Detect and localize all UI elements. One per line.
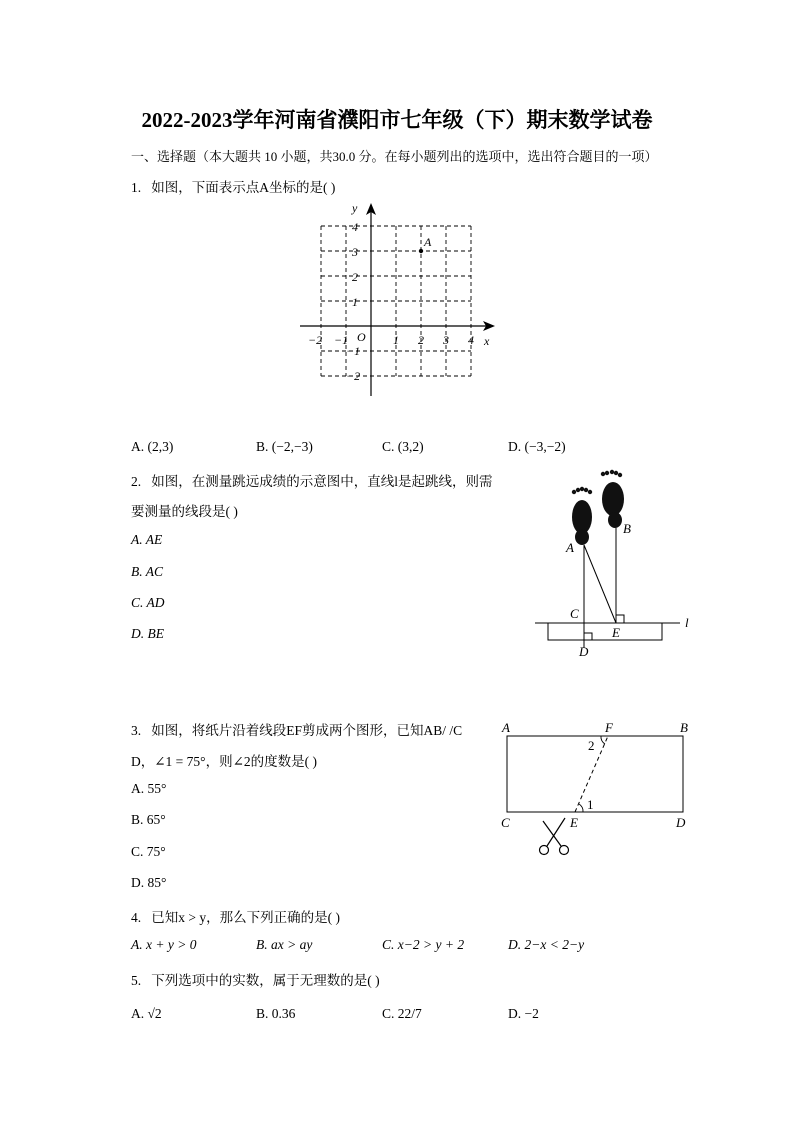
coordinate-grid-figure	[290, 196, 505, 401]
q3-option-b[interactable]: B. 65°	[131, 812, 166, 827]
question-text: 如图，下面表示点A坐标的是( )	[151, 180, 336, 195]
angle-2-arc	[601, 736, 605, 744]
label-a: A	[566, 540, 574, 555]
y-tick: 4	[352, 220, 358, 234]
question-3-line2: D，∠1 = 75°，则∠2的度数是( )	[131, 754, 318, 769]
label-e: E	[570, 815, 578, 830]
q1-option-d[interactable]: D. (−3,−2)	[508, 439, 566, 454]
x-tick: −1	[334, 333, 349, 347]
label-c: C	[501, 815, 510, 830]
label-d: D	[676, 815, 686, 830]
q2-option-b[interactable]: B. AC	[131, 564, 164, 579]
y-tick-labels	[346, 220, 360, 383]
q3-option-c[interactable]: C. 75°	[131, 844, 166, 859]
point-a	[419, 249, 423, 253]
label-c: C	[570, 606, 579, 621]
q5-option-c[interactable]: C. 22/7	[382, 1006, 422, 1021]
grid-lines	[321, 226, 471, 376]
question-number: 1.	[131, 180, 142, 195]
q4-option-c[interactable]: C. x−2 > y + 2	[382, 937, 465, 952]
label-d: D	[579, 644, 589, 659]
point-a-label: A	[424, 235, 432, 249]
scissors-icon	[540, 818, 569, 855]
origin-label: O	[357, 330, 366, 344]
q2-option-a[interactable]: A. AE	[131, 532, 163, 547]
y-tick: 2	[352, 270, 358, 284]
q3-option-a[interactable]: A. 55°	[131, 781, 167, 796]
q1-option-a[interactable]: A. (2,3)	[131, 439, 174, 454]
paper-rectangle	[507, 736, 683, 812]
question-text: 已知x > y，那么下列正确的是( )	[151, 910, 340, 925]
q5-option-d[interactable]: D. −2	[508, 1006, 539, 1021]
question-2-line2: 要测量的线段是( )	[131, 504, 238, 519]
q4-option-b[interactable]: B. ax > ay	[256, 937, 313, 952]
question-number: 4.	[131, 910, 142, 925]
x-tick: −2	[308, 333, 323, 347]
q4-option-d[interactable]: D. 2−x < 2−y	[508, 937, 585, 952]
y-tick: −2	[346, 369, 361, 383]
label-e: E	[612, 625, 620, 640]
y-tick: −1	[346, 344, 361, 358]
y-tick: 1	[352, 295, 358, 309]
page-title: 2022-2023学年河南省濮阳市七年级（下）期末数学试卷	[141, 108, 653, 132]
q2-option-d[interactable]: D. BE	[131, 626, 164, 641]
q1-option-b[interactable]: B. (−2,−3)	[256, 439, 313, 454]
long-jump-figure	[530, 465, 700, 665]
label-a: A	[502, 720, 510, 735]
question-text-line1: 如图，在测量跳远成绩的示意图中，直线l是起跳线，则需	[151, 474, 493, 489]
question-1	[131, 176, 335, 196]
y-tick: 3	[352, 245, 358, 259]
label-b: B	[623, 521, 631, 536]
x-tick: 3	[443, 333, 449, 347]
q4-option-a[interactable]: A. x + y > 0	[131, 937, 197, 952]
label-angle-1: 1	[587, 797, 594, 812]
y-axis-label: y	[352, 201, 358, 215]
label-angle-2: 2	[588, 738, 595, 753]
question-5	[131, 969, 380, 989]
question-number: 3.	[131, 723, 142, 738]
x-tick: 4	[468, 333, 474, 347]
label-b: B	[680, 720, 688, 735]
q3-option-d[interactable]: D. 85°	[131, 875, 167, 890]
question-4	[131, 906, 340, 926]
question-3	[131, 719, 462, 739]
label-l: l	[685, 615, 689, 630]
paper-cut-figure	[495, 718, 700, 858]
x-axis-label: x	[484, 334, 490, 348]
x-tick: 2	[418, 333, 424, 347]
footprint-left-icon	[572, 487, 592, 545]
footprint-right-icon	[601, 470, 624, 528]
geometry-lines	[535, 528, 680, 648]
label-f: F	[605, 720, 613, 735]
question-text: 下列选项中的实数，属于无理数的是( )	[151, 973, 380, 988]
q5-option-b[interactable]: B. 0.36	[256, 1006, 296, 1021]
section-heading: 一、选择题（本大题共 10 小题，共30.0 分。在每小题列出的选项中，选出符合题目的一项）	[131, 149, 658, 164]
question-2	[131, 470, 493, 490]
x-tick-labels	[308, 333, 474, 347]
question-number: 2.	[131, 474, 142, 489]
x-tick: 1	[393, 333, 399, 347]
angle-1-arc	[579, 804, 583, 812]
q1-option-c[interactable]: C. (3,2)	[382, 439, 424, 454]
question-number: 5.	[131, 973, 142, 988]
q2-option-c[interactable]: C. AD	[131, 595, 165, 610]
q5-option-a[interactable]: A. √2	[131, 1006, 162, 1021]
question-text-line1: 如图，将纸片沿着线段EF剪成两个图形，已知AB/ /C	[151, 723, 463, 738]
